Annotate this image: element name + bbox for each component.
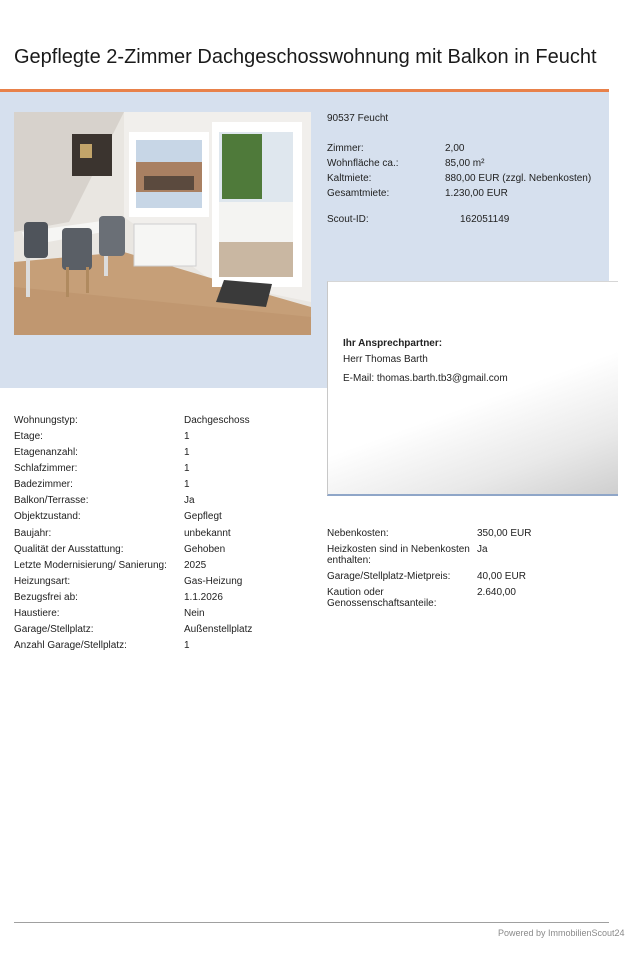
detail-label: Garage/Stellplatz: xyxy=(14,624,94,635)
detail-value: Außenstellplatz xyxy=(184,624,253,635)
detail-value: Dachgeschoss xyxy=(184,415,250,426)
detail-label: Etagenanzahl: xyxy=(14,447,78,458)
cost-label: Kaution oder xyxy=(327,587,384,598)
fact-value: 880,00 EUR (zzgl. Nebenkosten) xyxy=(445,173,592,184)
contact-name: Herr Thomas Barth xyxy=(343,354,428,365)
location-text: 90537 Feucht xyxy=(327,113,389,124)
detail-label: Qualität der Ausstattung: xyxy=(14,544,124,555)
powered-by-text: Powered by ImmobilienScout24 xyxy=(498,928,625,938)
cost-label: Genossenschaftsanteile: xyxy=(327,598,437,609)
apartment-photo[interactable] xyxy=(14,112,311,335)
detail-label: Badezimmer: xyxy=(14,479,73,490)
detail-value: 2025 xyxy=(184,560,207,571)
detail-label: Bezugsfrei ab: xyxy=(14,592,78,603)
footer-divider xyxy=(14,922,609,923)
detail-label: Etage: xyxy=(14,431,43,442)
detail-label: Objektzustand: xyxy=(14,511,81,522)
detail-label: Baujahr: xyxy=(14,528,52,539)
cost-value: 350,00 EUR xyxy=(477,528,532,539)
room-image xyxy=(14,112,311,335)
scout-id-value: 162051149 xyxy=(460,214,510,225)
fact-value: 2,00 xyxy=(445,143,465,154)
detail-value: 1 xyxy=(184,479,190,490)
detail-label: Schlafzimmer: xyxy=(14,463,78,474)
page-title: Gepflegte 2-Zimmer Dachgeschosswohnung mit Balkon in Feucht xyxy=(14,46,597,68)
fact-label: Kaltmiete: xyxy=(327,173,372,184)
detail-value: unbekannt xyxy=(184,528,231,539)
contact-email-link[interactable]: E-Mail: thomas.barth.tb3@gmail.com xyxy=(343,373,508,384)
detail-value: 1 xyxy=(184,447,190,458)
contact-heading: Ihr Ansprechpartner: xyxy=(343,338,443,349)
fact-label: Wohnfläche ca.: xyxy=(327,158,399,169)
detail-label: Heizungsart: xyxy=(14,576,71,587)
detail-value: Ja xyxy=(184,495,195,506)
scout-id-label: Scout-ID: xyxy=(327,214,369,225)
detail-value: 1 xyxy=(184,463,190,474)
detail-label: Haustiere: xyxy=(14,608,60,619)
detail-label: Balkon/Terrasse: xyxy=(14,495,89,506)
cost-value: 40,00 EUR xyxy=(477,571,526,582)
cost-value: 2.640,00 xyxy=(477,587,516,598)
cost-label: Garage/Stellplatz-Mietpreis: xyxy=(327,571,451,582)
detail-label: Anzahl Garage/Stellplatz: xyxy=(14,640,127,651)
contact-card xyxy=(327,281,618,496)
detail-value: 1.1.2026 xyxy=(184,592,223,603)
cost-value: Ja xyxy=(477,544,488,555)
detail-value: Gepflegt xyxy=(184,511,222,522)
fact-value: 1.230,00 EUR xyxy=(445,188,508,199)
detail-value: 1 xyxy=(184,640,190,651)
cost-label: enthalten: xyxy=(327,555,371,566)
fact-value: 85,00 m² xyxy=(445,158,485,169)
detail-value: Gas-Heizung xyxy=(184,576,243,587)
detail-value: Gehoben xyxy=(184,544,226,555)
cost-label: Nebenkosten: xyxy=(327,528,389,539)
fact-label: Zimmer: xyxy=(327,143,364,154)
cost-label: Heizkosten sind in Nebenkosten xyxy=(327,544,470,555)
detail-value: 1 xyxy=(184,431,190,442)
fact-label: Gesamtmiete: xyxy=(327,188,390,199)
detail-value: Nein xyxy=(184,608,205,619)
detail-label: Wohnungstyp: xyxy=(14,415,78,426)
detail-label: Letzte Modernisierung/ Sanierung: xyxy=(14,560,167,571)
